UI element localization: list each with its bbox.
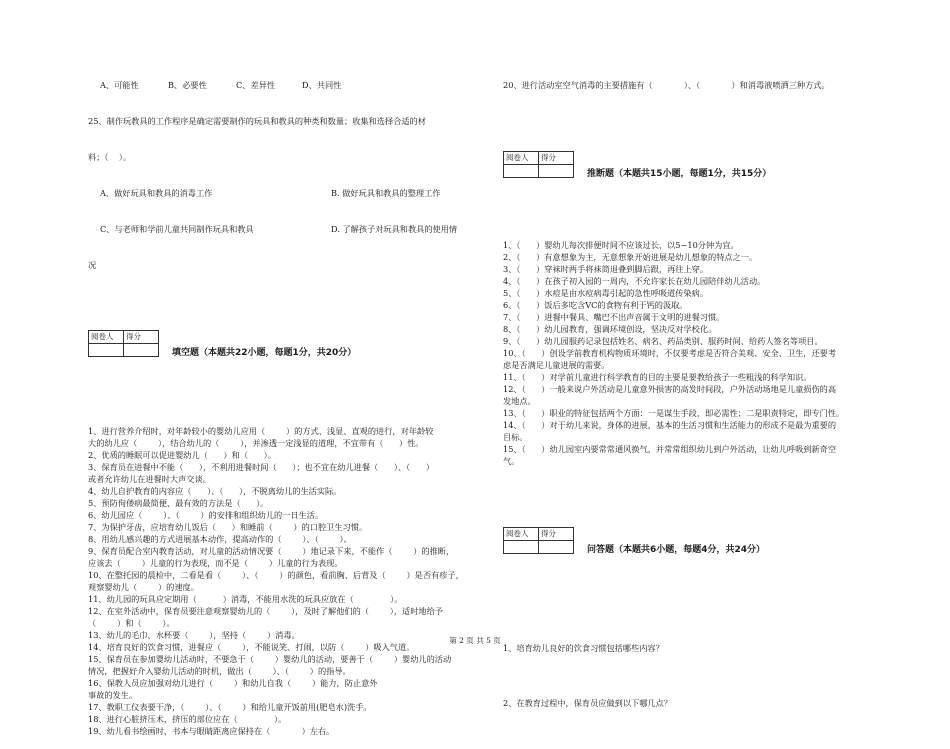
q25-option-c: C、与老师和学前儿童共同制作玩具和教具 <box>100 224 254 234</box>
q25-option-d: D. 了解孩子对玩具和教具的使用情 <box>331 224 458 234</box>
q25-text-cont: 料；（ ）。 <box>88 152 132 162</box>
score-cell <box>539 164 574 177</box>
q25-option-d-cont: 况 <box>88 260 97 270</box>
judge-line: 目标。 <box>503 432 528 442</box>
judge-line: 6、（ ）饭后多吃含VC的食物有利于钙的汲取。 <box>503 300 688 310</box>
fill-blank-line: 10、在整托园的晨检中，二看是看（ ）、（ ）的颜色，看前胸、后背及（ ）是否有疹子， <box>88 570 464 580</box>
fill-blank-line: 17、教职工仪表要干净，（ ）、（ ）和给儿童开饭前用(肥皂水)洗手。 <box>88 702 372 712</box>
score-box <box>88 330 159 357</box>
fill-blank-line: 16、保教人员应加强对幼儿进行（ ）和幼儿自我（ ）能力，防止意外 <box>88 678 378 688</box>
q24-option-c: C、差异性 <box>236 80 276 90</box>
judge-questions <box>503 239 913 467</box>
grader-label: 阅卷人 <box>504 151 539 164</box>
qa-section-header <box>503 524 913 556</box>
judge-line: 15、（ ）幼儿园室内要常常通风换气，并常常组织幼儿到户外活动，让幼儿呼吸到新奇空 <box>503 444 837 454</box>
score-box <box>503 527 574 554</box>
fill-blank-line: 4、幼儿自护教育的内容应（ ）、（ ），不脱离幼儿的生活实际。 <box>88 486 342 496</box>
q25-option-b: B. 做好玩具和教具的整理工作 <box>331 188 441 198</box>
judge-line: 3、（ ）穿袜时两手将袜筒退叠到脚后跟，再往上穿。 <box>503 264 709 274</box>
judge-line: 2、（ ）有意想象为主，无意想象开始进展是幼儿想象的特点之一。 <box>503 252 758 262</box>
judge-section-header <box>503 148 913 180</box>
judge-line: 7、（ ）进餐中餐具、嘴巴不出声音属于文明的进餐习惯。 <box>503 312 725 322</box>
fill-blank-line: 19、幼儿看书绘画时，书本与眼睛距离应保持在（ ）左右。 <box>88 726 335 736</box>
q25-options-ab <box>88 187 493 199</box>
fill-blank-section-title: 填空题（本题共22小题，每题1分，共20分） <box>172 348 357 358</box>
grader-cell <box>89 343 124 356</box>
grader-label: 阅卷人 <box>89 330 124 343</box>
fill-blank-questions <box>88 425 493 737</box>
qa-question: 2、在教育过程中，保育员应做到以下哪几点？ <box>503 698 672 708</box>
score-box <box>503 151 574 178</box>
grader-cell <box>504 540 539 553</box>
q20-text: 20、进行活动室空气消毒的主要措施有（ ）、（ ）和消毒液喷洒三种方式。 <box>503 80 830 90</box>
q24-option-d: D、共同性 <box>302 80 342 90</box>
grader-cell <box>504 164 539 177</box>
q25-options-cd <box>88 223 493 235</box>
fill-blank-line: （ ）和（ ）。 <box>88 618 175 628</box>
page-footer: 第 2 页 共 5 页 <box>449 636 501 645</box>
fill-blank-line: 14、培育良好的饮食习惯，进餐应（ ），不能说笑、打闹，以防（ ）吸入气道。 <box>88 642 415 652</box>
judge-line: 12、（ ）一般来说户外活动是儿童意外损害的高发时间段，户外活动场地是儿童损伤的高 <box>503 384 837 394</box>
judge-line: 8、（ ）幼儿园教育，强调环境创设，坚决反对学校化。 <box>503 324 717 334</box>
q24-option-b: B、必要性 <box>168 80 207 90</box>
fill-blank-line: 3、保育员在进餐中不能（ ），不利用进餐时间（ ）；也不宜在幼儿进餐（ ）、（ ） <box>88 462 435 472</box>
score-label: 得分 <box>124 330 159 343</box>
judge-line: 气。 <box>503 456 520 466</box>
fill-blank-line: 大的幼儿应（ ），结合幼儿的（ ），并渗透一定浅显的道理，不宜带有（ ）性。 <box>88 438 424 448</box>
q24-option-a: A、可能性 <box>100 80 139 90</box>
fill-blank-section-header <box>88 327 493 359</box>
fill-blank-line: 或者允许幼儿在进餐时大声交谈。 <box>88 474 211 484</box>
judge-line: 13、（ ）职业的特征包括两个方面：一是谋生手段，即必需性；二是职责特定，即专门性。 <box>503 408 845 418</box>
judge-line: 发地点。 <box>503 396 536 406</box>
score-label: 得分 <box>539 151 574 164</box>
q25-text: 25、制作玩教具的工作程序是确定需要制作的玩具和教具的种类和数量；收集和选择合适的材 <box>88 116 426 126</box>
fill-blank-line: 1、进行营养介绍时，对年龄较小的婴幼儿应用（ ）的方式、浅显、直观的进行，对年龄较 <box>88 426 434 436</box>
q25-option-a: A、做好玩具和教具的消毒工作 <box>100 188 213 198</box>
judge-section-title: 推断题（本题共15小题，每题1分，共15分） <box>587 169 772 179</box>
judge-line: 9、（ ）幼儿园服药记录包括姓名、病名、药品类别、服药时间、给药人签名等项目。 <box>503 336 823 346</box>
judge-line: 虑是否满足儿童进展的需要。 <box>503 360 610 370</box>
judge-line: 11、（ ）对学前儿童进行科学教育的目的主要是要教给孩子一些粗浅的科学知识。 <box>503 372 812 382</box>
fill-blank-line: 9、保育员配合室内教育活动，对儿童的活动情况要（ ）地记录下来，不能作（ ）的推断， <box>88 546 455 556</box>
grader-label: 阅卷人 <box>504 527 539 540</box>
fill-blank-line: 2、优质的睡眠可以促进婴幼儿（ ）和（ ）。 <box>88 450 276 460</box>
qa-question: 1、培育幼儿良好的饮食习惯包括哪些内容？ <box>503 643 664 653</box>
fill-blank-line: 15、保育员在参加婴幼儿活动时，不要急于（ ）婴幼儿的活动，要善于（ ）婴幼儿的活动 <box>88 654 452 664</box>
score-cell <box>539 540 574 553</box>
fill-blank-line: 6、幼儿园应（ ）、（ ）的安排和组织幼儿的一日生活。 <box>88 510 324 520</box>
judge-line: 4、（ ）在孩子初入园的一周内，不允许家长在幼儿园陪伴幼儿活动。 <box>503 276 766 286</box>
score-cell <box>124 343 159 356</box>
q24-options <box>88 79 493 91</box>
fill-blank-line: 13、幼儿的毛巾、水杯要（ ），坚持（ ）消毒。 <box>88 630 300 640</box>
judge-line: 1、（ ）婴幼儿每次排便时间不应该过长，以5~10分钟为宜。 <box>503 240 739 250</box>
fill-blank-line: 应该去（ ）儿童的行为表现，而不是（ ）儿童的行为表现。 <box>88 558 343 568</box>
judge-line: 10、（ ）创设学前教育机构物质环境时，不仅要考虑是否符合美观、安全、卫生，还要考 <box>503 348 837 358</box>
fill-blank-line: 事故的发生。 <box>88 690 138 700</box>
fill-blank-line: 5、预防佝偻病最简便、最有效的方法是（ ）。 <box>88 498 269 508</box>
judge-line: 14、（ ）对于幼儿来说，身体的进展，基本的生活习惯和生活能力的形成不是最为重要的 <box>503 420 837 430</box>
score-label: 得分 <box>539 527 574 540</box>
qa-section-title: 问答题（本题共6小题，每题4分，共24分） <box>587 545 766 555</box>
fill-blank-line: 12、在室外活动中，保育员要注意观察婴幼儿的（ ），及时了解他们的（ ），适时地给予 <box>88 606 443 616</box>
fill-blank-line: 情况，把握好介入婴幼儿活动的时机，做出（ ）、（ ）的指导。 <box>88 666 351 676</box>
fill-blank-line: 观察婴幼儿（ ）的速度。 <box>88 582 199 592</box>
fill-blank-line: 8、用幼儿感兴趣的方式进展基本动作，提高动作的（ ）、（ ）。 <box>88 534 352 544</box>
fill-blank-line: 7、为保护牙齿，应培育幼儿饭后（ ）和睡前（ ）的口腔卫生习惯。 <box>88 522 368 532</box>
fill-blank-line: 18、进行心脏挤压术，挤压的部位应在（ ）。 <box>88 714 287 724</box>
fill-blank-line: 11、幼儿园的玩具应定期用（ ）消毒，不能用水洗的玩具应放在（ ）。 <box>88 594 403 604</box>
judge-line: 5、（ ）水痘是由水痘病毒引起的急性呼吸道传染病。 <box>503 288 709 298</box>
